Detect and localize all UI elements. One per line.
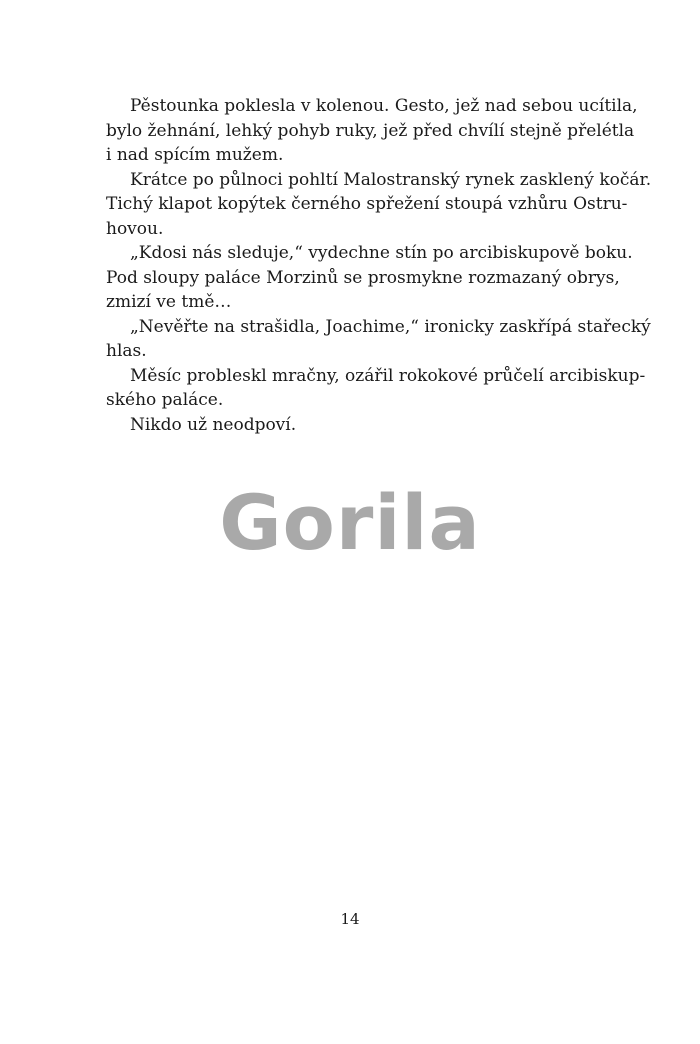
body-text	[106, 94, 652, 437]
text-line: Pěstounka poklesla v kolenou. Gesto, jež nad sebou ucítila,	[130, 96, 638, 116]
text-line: „Nevěřte na strašidla, Joachime,“ ironicky zaskřípá stařecký	[130, 316, 651, 337]
text-line: Pod sloupy paláce Morzinů se prosmykne rozmazaný obrys,	[106, 267, 620, 288]
text-line: Měsíc probleskl mračny, ozářil rokokové průčelí arcibiskup-	[130, 365, 646, 386]
text-line: Krátce po půlnoci pohltí Malostranský rynek zasklený kočár.	[130, 169, 652, 190]
page-number: 14	[340, 910, 360, 928]
text-line: Nikdo už neodpoví.	[130, 414, 297, 435]
publisher-watermark: Gorila	[219, 478, 481, 567]
text-line: ského paláce.	[106, 390, 224, 410]
text-line: hovou.	[106, 218, 164, 239]
text-line: zmizí ve tmě…	[106, 292, 232, 312]
text-line: „Kdosi nás sleduje,“ vydechne stín po arcibiskupově boku.	[130, 243, 633, 263]
text-line: Tichý klapot kopýtek černého spřežení stoupá vzhůru Ostru-	[106, 194, 628, 214]
text-line: hlas.	[106, 341, 147, 361]
text-line: i nad spícím mužem.	[106, 145, 284, 165]
text-line: bylo žehnání, lehký pohyb ruky, jež před chvílí stejně přelétla	[106, 120, 635, 141]
